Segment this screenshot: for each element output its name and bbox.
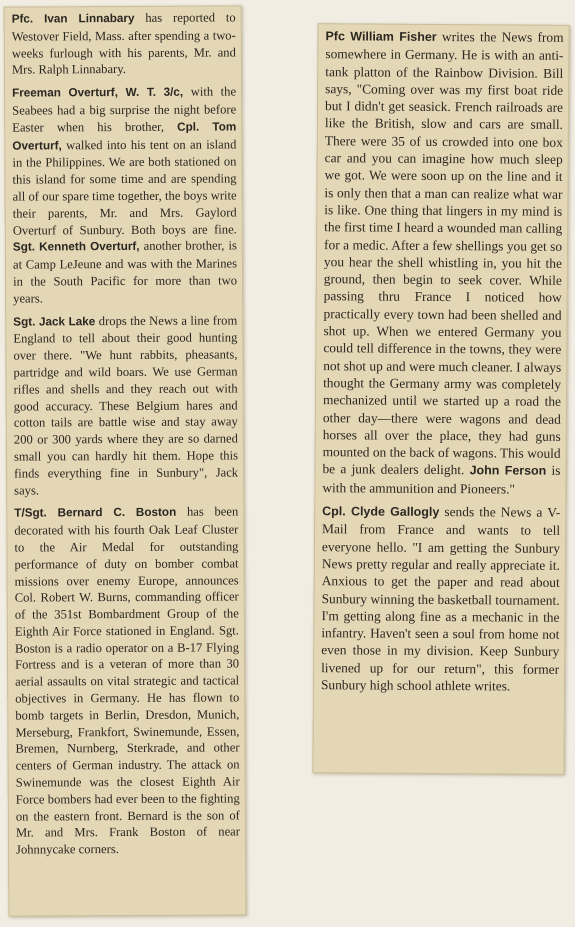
item-body: walked into his tent on an island in the Philippines. We are both stationed on this island for some time and are spending all of our spare time together, the boys write their parents, Mr. and Mrs. Gaylord Overturf of Sunbury. Both boys are fine. bbox=[12, 136, 237, 238]
person-name: T/Sgt. Bernard C. Boston bbox=[14, 506, 177, 520]
item-body: has been decorated with his fourth Oak Leaf Cluster to the Air Medal for outstanding performance of duty on bomber combat missions over enemy Europe, announces Col. Robert W. Burns, commanding officer of the 351st Bombardment Group of the Eighth Air Force stationed in England. Sgt. Boston is a radio operator on a B-17 Flying Fortress and is a veteran of more than 30 aerial assaults on vital strategic and tactical objectives in Germany. He has flown to bomb targets in Berlin, Dresdon, Munich, Merseburg, Frankfort, Swinemunde, Essen, Bremen, Nurnberg, Sterkrade, and other centers of German industry. The attack on Swinemunde was the closest Eighth Air Force bombers had ever been to the fighting on the eastern front. Bernard is the son of Mr. and Mrs. Frank Boston of near Johnnycake corners. bbox=[14, 504, 240, 857]
item-body: another brother, is at Camp LeJeune and was with the Marines in the South Pacific for more than two years. bbox=[12, 238, 238, 306]
item-body: is with the ammunition and Pioneers." bbox=[322, 463, 561, 497]
person-name: Sgt. Kenneth Overturf, bbox=[12, 240, 140, 254]
item-body: drops the News a line from England to tell about their good hunting over there. "We hunt rabbits, pheasants, partridge and wild boars. We use German rifles and shells and they reach out with good accuracy. These Belgium hares and cotton tails are battle wise and stay away 200 or 300 yards where they are so darned small you can hardly hit them. Hope this finds everything fine in Sunbury", Jack says. bbox=[13, 312, 239, 498]
news-item-gallogly bbox=[321, 502, 560, 695]
right-clipping bbox=[312, 23, 569, 775]
news-item-overturf bbox=[12, 84, 237, 308]
person-name: Pfc. Ivan Linnabary bbox=[11, 11, 135, 26]
left-column bbox=[4, 5, 246, 858]
item-body: writes the News from somewhere in Germany. He is with an anti-tank platton of the Rainbow Division. Bill says, "Coming over was my first boat ride but I didn't get seasick. French railroads are like the British, slow and cars are small. There were 35 of us crowded into one box car and you can imagine how much sleep we got. We were soon up on the line and it is only then that a man can realize what war is like. One thing that lingers in my mind is the first time I heard a wounded man calling for a medic. After a few shellings you get so you hear the shell whistling in, you hit the ground, then begin to seek cover. While passing thru France I noticed how practically every town had been shelled and shot up. When we entered Germany you could tell difference in the towns, they were not shot up and were much cleaner. I always thought the Germany army was completely mechanized until we started up a road the other day—there were wagons and dead horses all over the place, they had guns mounted on the back of wagons. This would be a junk dealers delight. bbox=[322, 28, 564, 478]
person-name: Cpl. Clyde Gallogly bbox=[322, 504, 440, 520]
item-body: sends the News a V-Mail from France and wants to tell everyone hello. "I am getting the Sunbury News pretty regular and really appreciate it. Anxious to get the paper and read about Sunbury winning the basketball tournament. I'm getting along fine as a mechanic in the infantry. Haven't seen a soul from home not even those in my division. Keep Sunbury livened up for our return", this former Sunbury high school athlete writes. bbox=[320, 504, 561, 694]
news-item-linnabary bbox=[12, 9, 236, 78]
person-name: Pfc William Fisher bbox=[325, 29, 437, 44]
item-body: with the Seabees had a big surprise the night before Easter when his brother, bbox=[12, 84, 237, 135]
person-name: Sgt. Jack Lake bbox=[13, 314, 96, 329]
right-column bbox=[313, 23, 570, 695]
left-clipping bbox=[4, 5, 247, 916]
person-name: John Ferson bbox=[469, 463, 547, 479]
person-name: Freeman Overturf, W. T. 3/c, bbox=[12, 85, 184, 100]
item-body: has reported to Westover Field, Mass. after spending a two-weeks furlough with his parents, Mr. and Mrs. Ralph Linnabary. bbox=[11, 10, 236, 77]
person-name: Cpl. Tom Overturf, bbox=[12, 120, 237, 153]
news-item-boston bbox=[14, 504, 240, 859]
news-item-lake bbox=[13, 312, 238, 499]
news-item-fisher bbox=[322, 27, 563, 498]
